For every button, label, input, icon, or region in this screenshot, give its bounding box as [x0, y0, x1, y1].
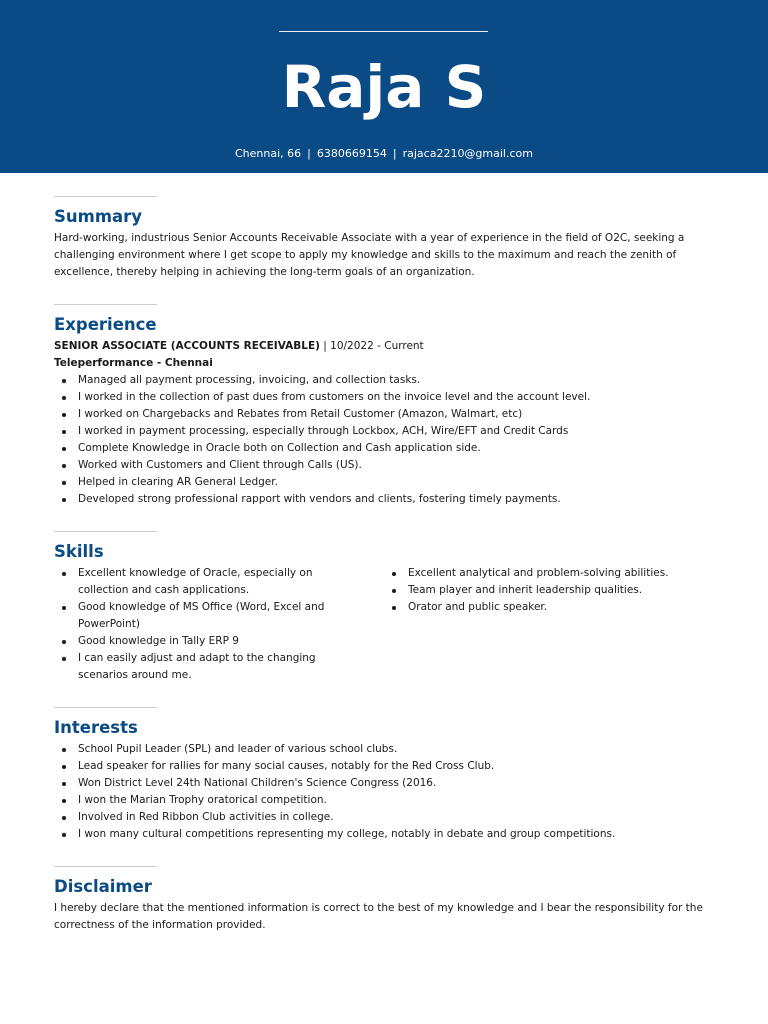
list-item: I won the Marian Trophy oratorical competition.	[54, 792, 714, 809]
disclaimer-heading: Disclaimer	[54, 877, 152, 896]
summary-heading: Summary	[54, 207, 143, 226]
list-item: Helped in clearing AR General Ledger.	[54, 474, 714, 491]
contact-email: rajaca2210@gmail.com	[402, 147, 533, 160]
list-item: Good knowledge of MS Office (Word, Excel and PowerPoint)	[54, 599, 384, 633]
skills-list-left	[54, 565, 384, 684]
job-dates: 10/2022 - Current	[330, 340, 424, 352]
experience-list	[54, 372, 714, 508]
resume-header	[0, 0, 768, 173]
list-item: Worked with Customers and Client through Calls (US).	[54, 457, 714, 474]
job-title: SENIOR ASSOCIATE (ACCOUNTS RECEIVABLE)	[54, 340, 320, 352]
job-company: Teleperformance - Chennai	[54, 357, 213, 369]
list-item: School Pupil Leader (SPL) and leader of various school clubs.	[54, 741, 714, 758]
list-item: Managed all payment processing, invoicing, and collection tasks.	[54, 372, 714, 389]
skills-section	[54, 531, 714, 684]
experience-section	[54, 304, 714, 508]
contact-separator: |	[392, 147, 397, 160]
disclaimer-section	[54, 866, 714, 934]
list-item: Excellent analytical and problem-solving abilities.	[384, 565, 714, 582]
job-separator: |	[323, 340, 327, 352]
section-divider	[54, 304, 157, 305]
disclaimer-text: I hereby declare that the mentioned information is correct to the best of my knowledge and I bear the responsibility for the correctness of the information provided.	[54, 902, 703, 931]
skills-heading: Skills	[54, 542, 104, 561]
list-item: Team player and inherit leadership qualities.	[384, 582, 714, 599]
list-item: Lead speaker for rallies for many social causes, notably for the Red Cross Club.	[54, 758, 714, 775]
list-item: Won District Level 24th National Children's Science Congress (2016.	[54, 775, 714, 792]
contact-phone: 6380669154	[316, 147, 387, 160]
interests-section	[54, 707, 714, 843]
interests-list	[54, 741, 714, 843]
list-item: Developed strong professional rapport with vendors and clients, fostering timely payments.	[54, 491, 714, 508]
skills-list-right	[384, 565, 714, 684]
contact-line	[0, 146, 768, 162]
interests-heading: Interests	[54, 718, 138, 737]
experience-heading: Experience	[54, 315, 157, 334]
section-divider	[54, 196, 157, 197]
section-divider	[54, 531, 157, 532]
list-item: Good knowledge in Tally ERP 9	[54, 633, 384, 650]
list-item: Complete Knowledge in Oracle both on Collection and Cash application side.	[54, 440, 714, 457]
skills-columns	[54, 565, 714, 684]
list-item: I worked in the collection of past dues from customers on the invoice level and the account level.	[54, 389, 714, 406]
list-item: Orator and public speaker.	[384, 599, 714, 616]
list-item: I worked on Chargebacks and Rebates from Retail Customer (Amazon, Walmart, etc)	[54, 406, 714, 423]
list-item: Excellent knowledge of Oracle, especially on collection and cash applications.	[54, 565, 384, 599]
summary-text: Hard-working, industrious Senior Accounts Receivable Associate with a year of experience in the field of O2C, seeking a challenging environment where I get scope to apply my knowledge and skills to the maximum and reach the zenith of excellence, thereby helping in achieving the long-term goals of an organization.	[54, 232, 685, 278]
resume-body	[54, 173, 714, 934]
section-divider	[54, 707, 157, 708]
contact-separator: |	[307, 147, 311, 160]
list-item: I worked in payment processing, especially through Lockbox, ACH, Wire/EFT and Credit Cards	[54, 423, 714, 440]
section-divider	[54, 866, 157, 867]
candidate-name: Raja S	[281, 53, 487, 121]
list-item: I won many cultural competitions representing my college, notably in debate and group competitions.	[54, 826, 714, 843]
job-title-line	[54, 338, 714, 355]
header-divider	[279, 31, 488, 32]
contact-location: Chennai, 66	[235, 147, 302, 160]
list-item: Involved in Red Ribbon Club activities in college.	[54, 809, 714, 826]
summary-section	[54, 196, 714, 281]
list-item: I can easily adjust and adapt to the changing scenarios around me.	[54, 650, 384, 684]
